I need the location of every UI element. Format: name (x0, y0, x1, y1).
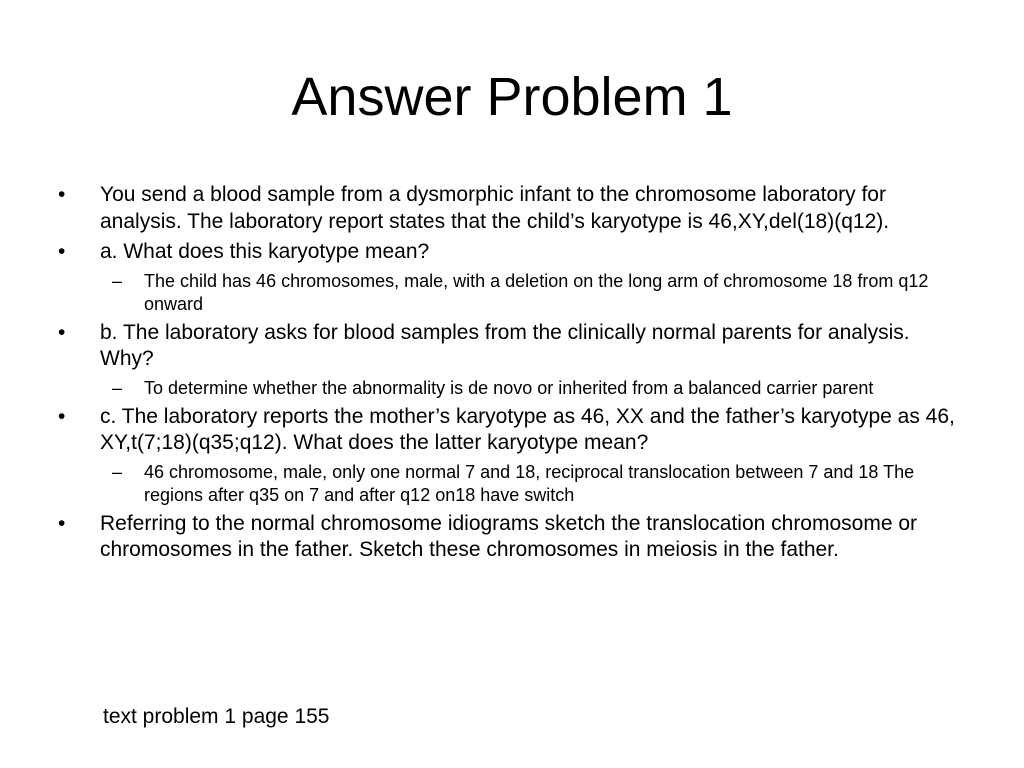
sub-text: The child has 46 chromosomes, male, with a deletion on the long arm of chromosome 18 from q12 onward (144, 270, 929, 314)
bullet-marker: • (58, 240, 66, 263)
sub-marker: – (112, 377, 123, 398)
bullet-marker: • (58, 320, 66, 344)
bullet-item-question-c (58, 404, 968, 457)
bullet-text: You send a blood sample from a dysmorphic infant to the chromosome laboratory for analysis. The laboratory report states that the child’s karyotype is 46,XY,del(18)(q12). (100, 183, 890, 233)
sub-text: To determine whether the abnormality is de novo or inherited from a balanced carrier parent (144, 377, 874, 398)
bullet-text: b. The laboratory asks for blood samples from the clinically normal parents for analysis. Why? (100, 320, 910, 370)
bullet-text: c. The laboratory reports the mother’s karyotype as 46, XX and the father’s karyotype as 46, XY,t(7;18)(q35;q12). What does the latter karyotype mean? (100, 404, 955, 454)
slide-title: Answer Problem 1 (291, 67, 733, 127)
sub-marker: – (112, 461, 123, 482)
sub-item-answer-c (112, 461, 968, 507)
slide-footer-reference: text problem 1 page 155 (103, 705, 330, 728)
bullet-item-question-a (58, 239, 968, 266)
sub-item-answer-b (112, 377, 968, 400)
bullet-marker: • (58, 511, 66, 535)
sub-text: 46 chromosome, male, only one normal 7 and 18, reciprocal translocation between 7 and 18 The regions after q35 on 7 and after q12 on18 have switch (144, 461, 915, 505)
bullet-marker: • (58, 404, 66, 428)
bullet-text: a. What does this karyotype mean? (100, 240, 430, 263)
bullet-item-question-b (58, 320, 968, 373)
bullet-text: Referring to the normal chromosome idiograms sketch the translocation chromosome or chromosomes in the father. Sketch these chromosomes in meiosis in the father. (100, 511, 918, 561)
bullet-item-sketch-task (58, 511, 968, 564)
sub-item-answer-a (112, 270, 968, 316)
bullet-item-intro (58, 182, 968, 235)
bullet-marker: • (58, 183, 66, 206)
slide-content (58, 182, 968, 568)
sub-marker: – (112, 270, 123, 291)
